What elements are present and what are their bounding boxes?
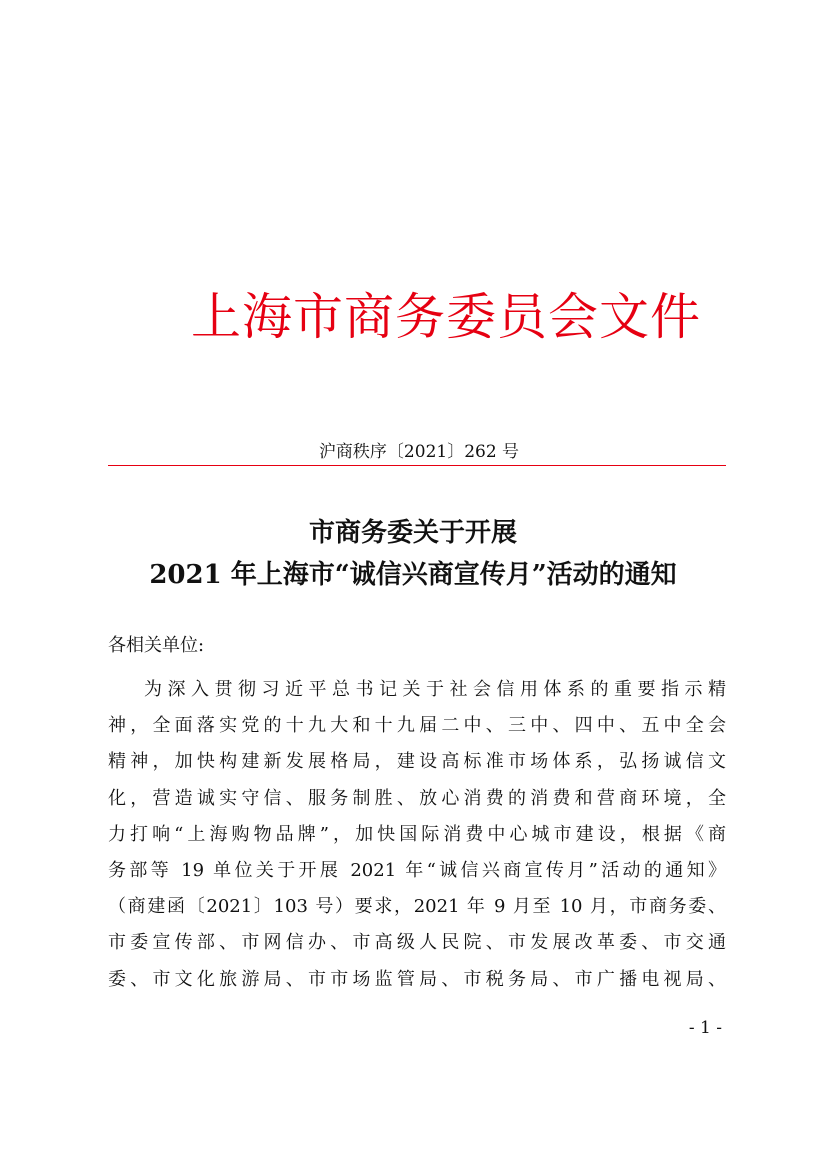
- body-line: （商建函〔2021〕103 号）要求，2021 年 9 月至 10 月，市商务委、: [108, 896, 726, 918]
- body-line: 为深入贯彻习近平总书记关于社会信用体系的重要指示精: [144, 679, 726, 700]
- body-line: 化，营造诚实守信、服务制胜、放心消费的消费和营商环境，全: [108, 787, 726, 809]
- title-line-1: 市商务委关于开展: [308, 518, 517, 548]
- body-line: 务部等 19 单位关于开展 2021 年“诚信兴商宣传月”活动的通知》: [108, 859, 726, 881]
- body-line: 市委宣传部、市网信办、市高级人民院、市发展改革委、市交通: [108, 932, 726, 954]
- body-line: 委、市文化旅游局、市市场监管局、市税务局、市广播电视局、: [108, 968, 726, 990]
- body-paragraph: [108, 672, 726, 998]
- masthead-title: 上海市商务委员会文件: [191, 288, 701, 346]
- document-number: 沪商秩序〔2021〕262 号: [318, 442, 520, 462]
- page-number: - 1 -: [688, 1018, 722, 1038]
- red-divider-line: [108, 465, 726, 466]
- salutation: 各相关单位:: [108, 635, 205, 656]
- body-line: 精神，加快构建新发展格局，建设高标准市场体系，弘扬诚信文: [108, 751, 726, 773]
- body-line: 神，全面落实党的十九大和十九届二中、三中、四中、五中全会: [108, 715, 726, 737]
- body-line: 力打响“上海购物品牌”，加快国际消费中心城市建设，根据《商: [108, 823, 726, 845]
- title-line-2: 2021 年上海市“诚信兴商宣传月”活动的通知: [149, 560, 677, 590]
- notice-title: [0, 512, 826, 596]
